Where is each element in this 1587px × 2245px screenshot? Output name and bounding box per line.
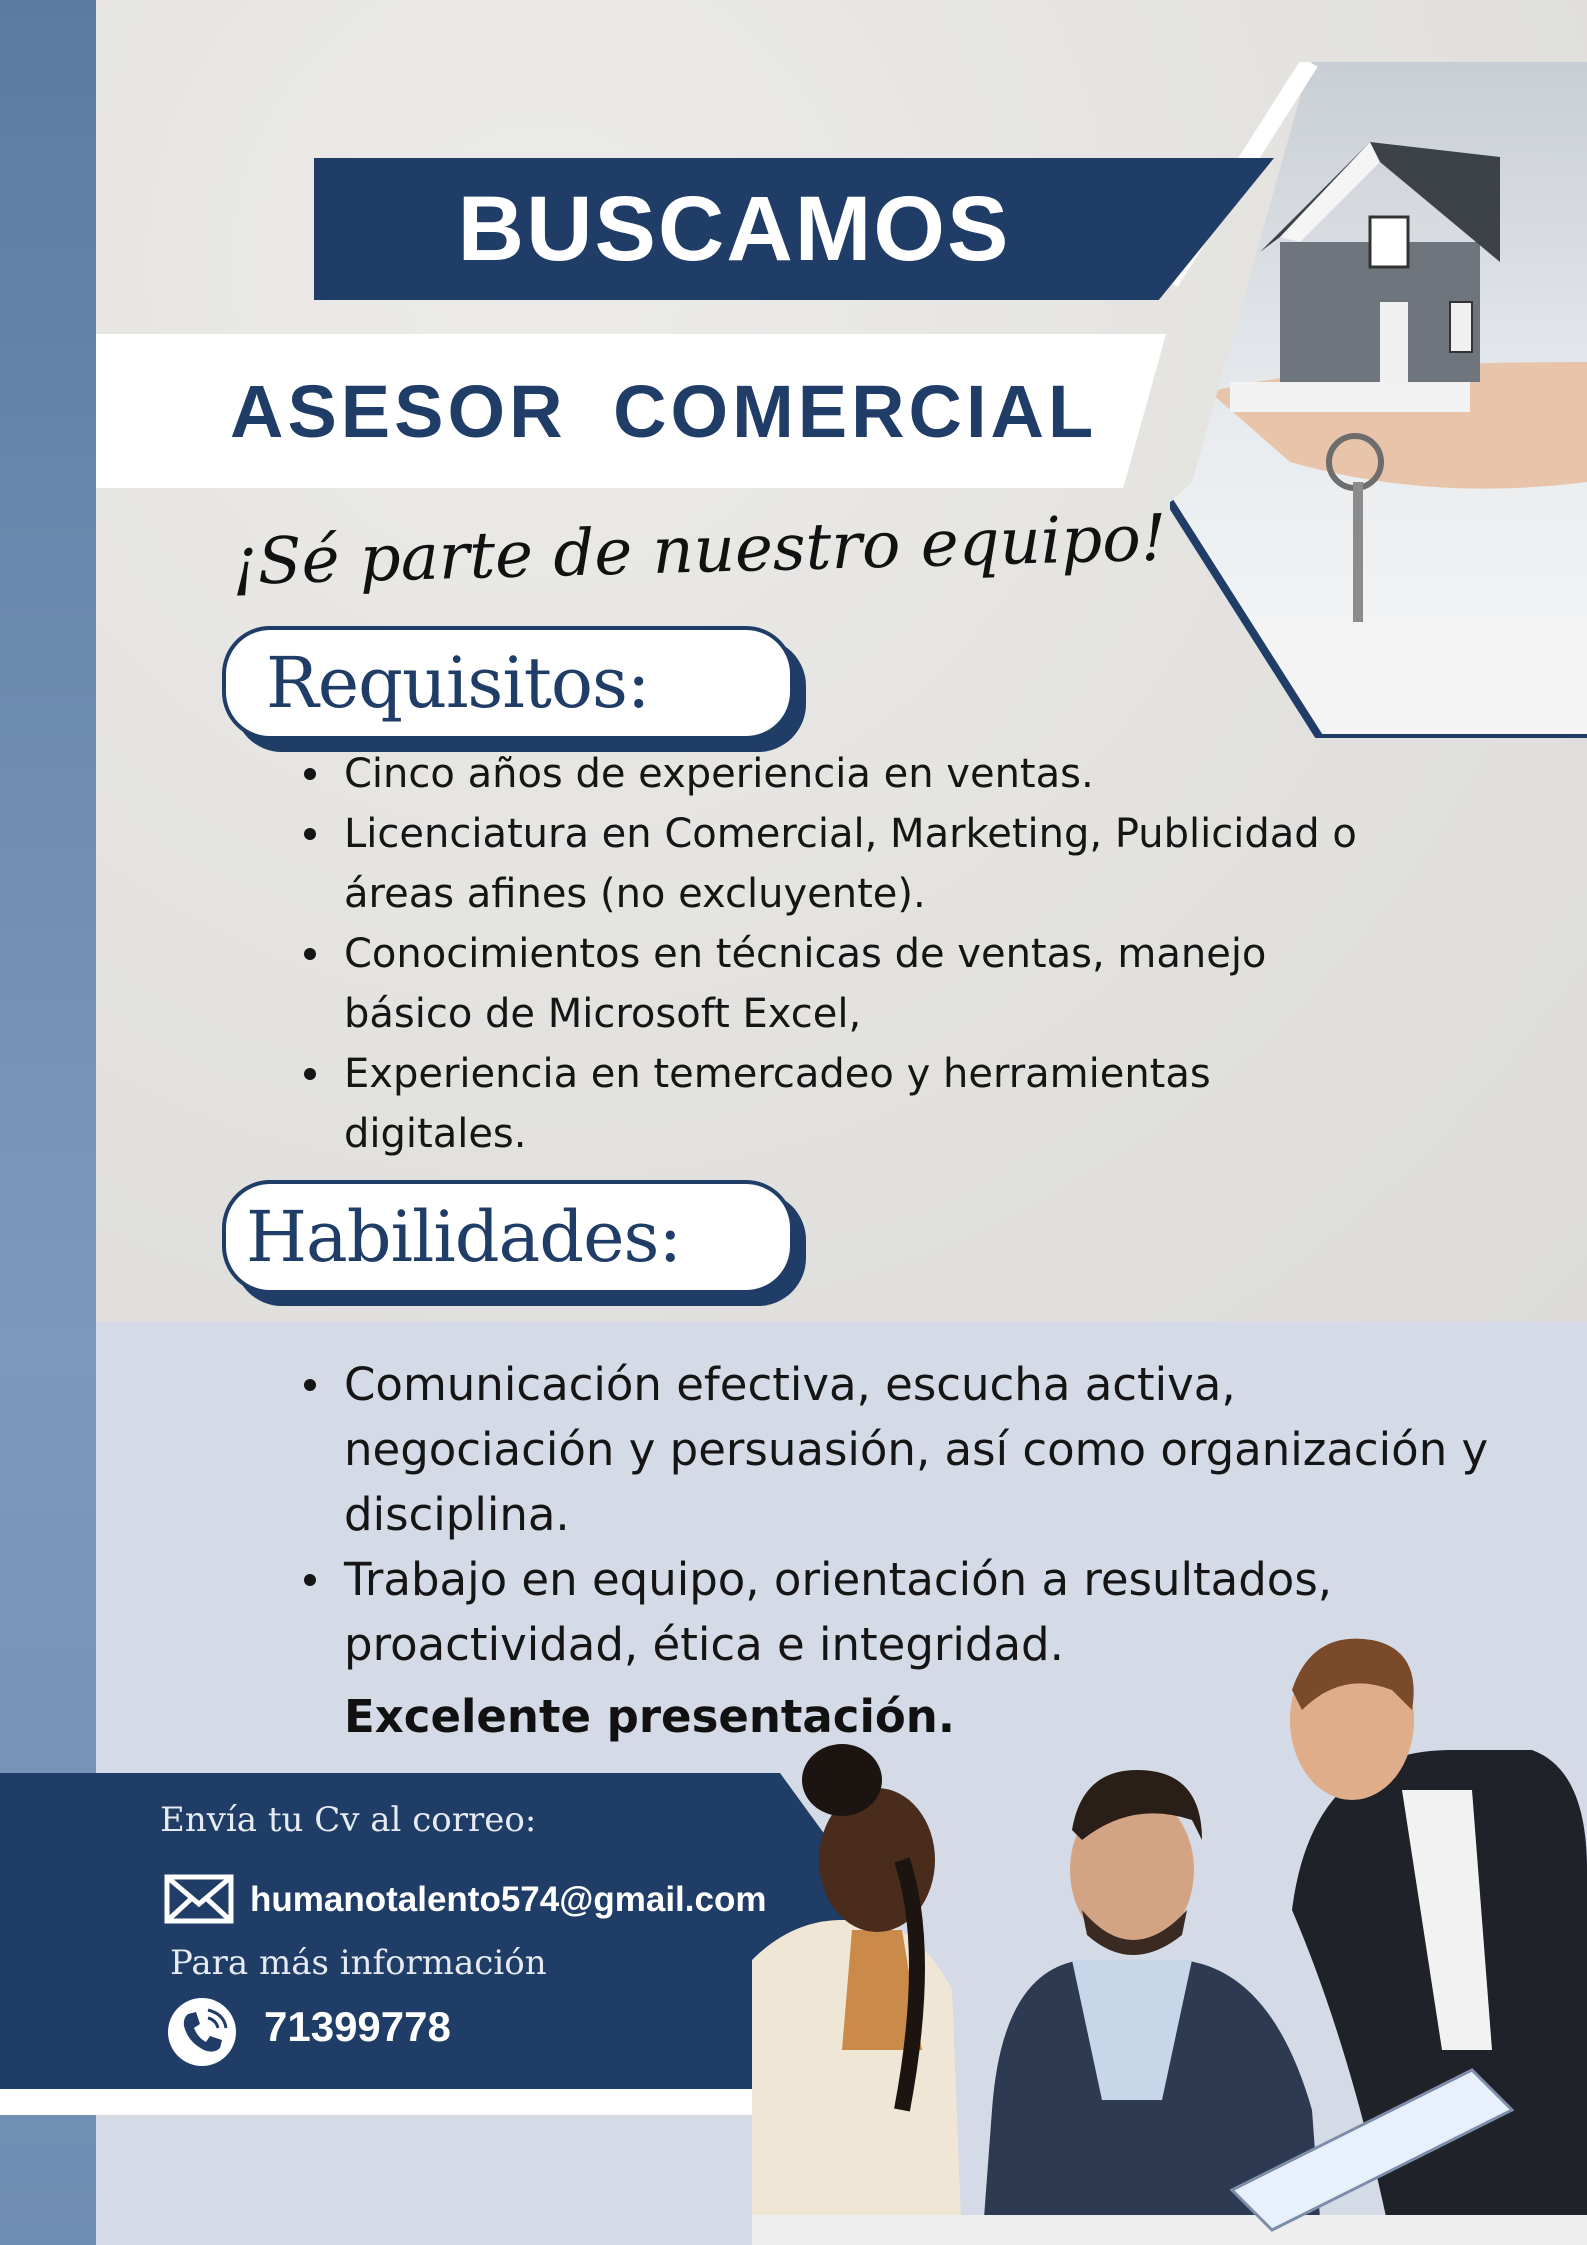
skills-heading: Habilidades: <box>246 1196 682 1278</box>
mail-icon <box>164 1874 234 1924</box>
email-link[interactable]: humanotalento574@gmail.com <box>250 1880 767 1919</box>
list-item: Comunicación efectiva, escucha activa, negociación y persuasión, así como organización y disciplina. <box>304 1352 1494 1547</box>
contact-underline <box>0 2085 760 2115</box>
list-item: Cinco años de experiencia en ventas. <box>304 744 1404 804</box>
team-photo <box>752 1630 1587 2245</box>
requirements-heading-box <box>222 626 794 740</box>
phone-number[interactable]: 71399778 <box>264 2003 451 2050</box>
list-item: Licenciatura en Comercial, Marketing, Publicidad o áreas afines (no excluyente). <box>304 804 1384 924</box>
send-cv-label: Envía tu Cv al correo: <box>160 1800 537 1840</box>
excellent-presentation: Excelente presentación. <box>344 1690 955 1743</box>
more-info-label: Para más información <box>170 1943 547 1983</box>
requirements-heading: Requisitos: <box>266 642 650 724</box>
tagline: ¡Sé parte de nuestro equipo! <box>231 501 1168 600</box>
skills-heading-box <box>222 1180 794 1294</box>
position-title: ASESOR COMERCIAL <box>230 369 1098 453</box>
phone-icon <box>166 1996 238 2068</box>
list-item: Conocimientos en técnicas de ventas, manejo básico de Microsoft Excel, <box>304 924 1344 1044</box>
banner-title: BUSCAMOS <box>457 177 1011 280</box>
requirements-list <box>304 744 1404 1164</box>
list-item: Experiencia en temercadeo y herramientas digitales. <box>304 1044 1284 1164</box>
list-item: Trabajo en equipo, orientación a resultados, proactividad, ética e integridad. <box>304 1547 1384 1677</box>
skills-list <box>304 1352 1504 1677</box>
